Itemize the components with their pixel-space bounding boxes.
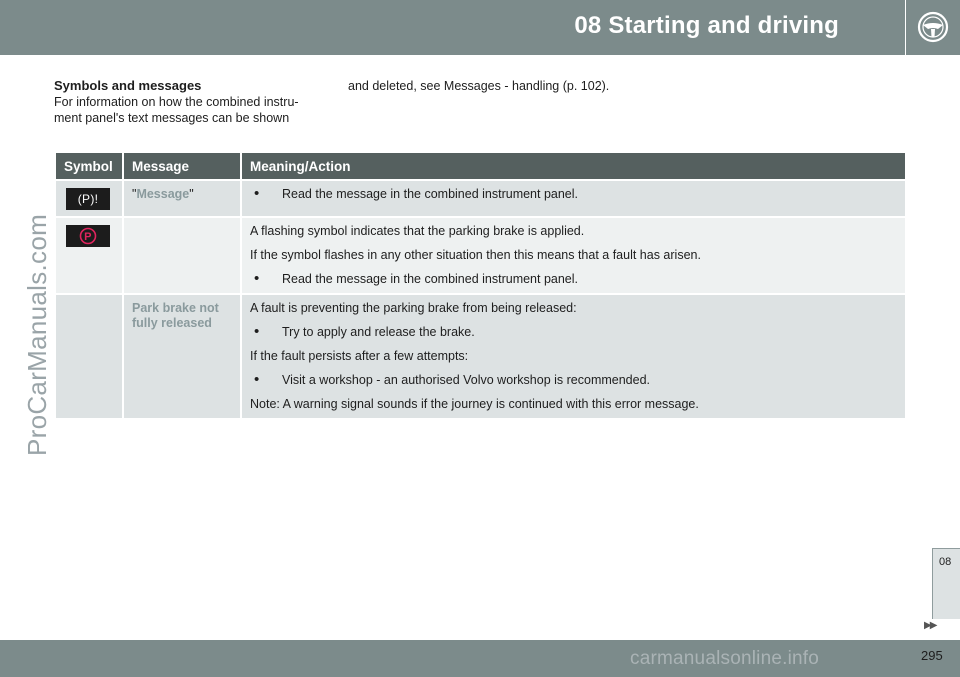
- header-meaning: Meaning/Action: [241, 153, 905, 180]
- header-symbol: Symbol: [56, 153, 123, 180]
- intro-text-right: and deleted, see Messages - handling (p. 102).: [348, 79, 610, 93]
- meaning-bullet: • Read the message in the combined instrument panel.: [250, 272, 897, 287]
- steering-wheel-icon: [916, 10, 950, 44]
- intro-left-column: [54, 78, 319, 126]
- chapter-title: 08 Starting and driving: [574, 12, 839, 39]
- meaning-cell: [241, 217, 905, 294]
- side-watermark: ProCarManuals.com: [22, 213, 52, 456]
- meaning-bullet: • Read the message in the combined instrument panel.: [250, 187, 897, 202]
- parking-brake-warning-icon: [66, 188, 110, 210]
- table-row: [56, 180, 905, 217]
- meaning-cell: [241, 180, 905, 217]
- table-row: [56, 294, 905, 418]
- message-text: "Message": [132, 187, 194, 201]
- message-cell: [123, 180, 241, 217]
- meaning-bullet: • Visit a workshop - an authorised Volvo workshop is recommended.: [250, 373, 897, 388]
- symbol-text: (P)!: [77, 192, 99, 206]
- table-row: [56, 217, 905, 294]
- table-header-row: [56, 153, 905, 180]
- chapter-number: 08: [939, 556, 952, 568]
- meaning-text: If the fault persists after a few attempts:: [250, 349, 469, 363]
- page-header: [0, 0, 905, 55]
- header-message: Message: [123, 153, 241, 180]
- intro-text-left: For information on how the combined instru-ment panel's text messages can be shown: [54, 95, 299, 125]
- parking-brake-icon: [66, 225, 110, 247]
- meaning-text: A flashing symbol indicates that the parking brake is applied.: [250, 224, 585, 238]
- parking-brake-icon: [78, 226, 98, 246]
- symbols-messages-table: [56, 153, 905, 418]
- meaning-bullet: • Try to apply and release the brake.: [250, 325, 897, 340]
- message-text: Park brake not fully released: [132, 301, 219, 330]
- meaning-cell: [241, 294, 905, 418]
- meaning-text: Note: A warning signal sounds if the journey is continued with this error message.: [250, 397, 699, 411]
- message-cell: [123, 294, 241, 418]
- message-cell: [123, 217, 241, 294]
- page-number: 295: [921, 648, 943, 663]
- footer-watermark: carmanualsonline.info: [630, 648, 820, 669]
- intro-right-column: [348, 78, 613, 94]
- section-heading: Symbols and messages: [54, 78, 202, 93]
- symbol-cell: [56, 180, 123, 217]
- symbol-cell: [56, 294, 123, 418]
- chapter-icon-box: [906, 0, 960, 55]
- meaning-text: If the symbol flashes in any other situation then this means that a fault has arisen.: [250, 248, 701, 262]
- meaning-text: A fault is preventing the parking brake from being released:: [250, 301, 577, 315]
- next-page-arrows-icon: ▶▶: [924, 620, 936, 631]
- svg-text:P: P: [84, 231, 92, 243]
- symbol-cell: [56, 217, 123, 294]
- chapter-side-tab: [932, 548, 960, 619]
